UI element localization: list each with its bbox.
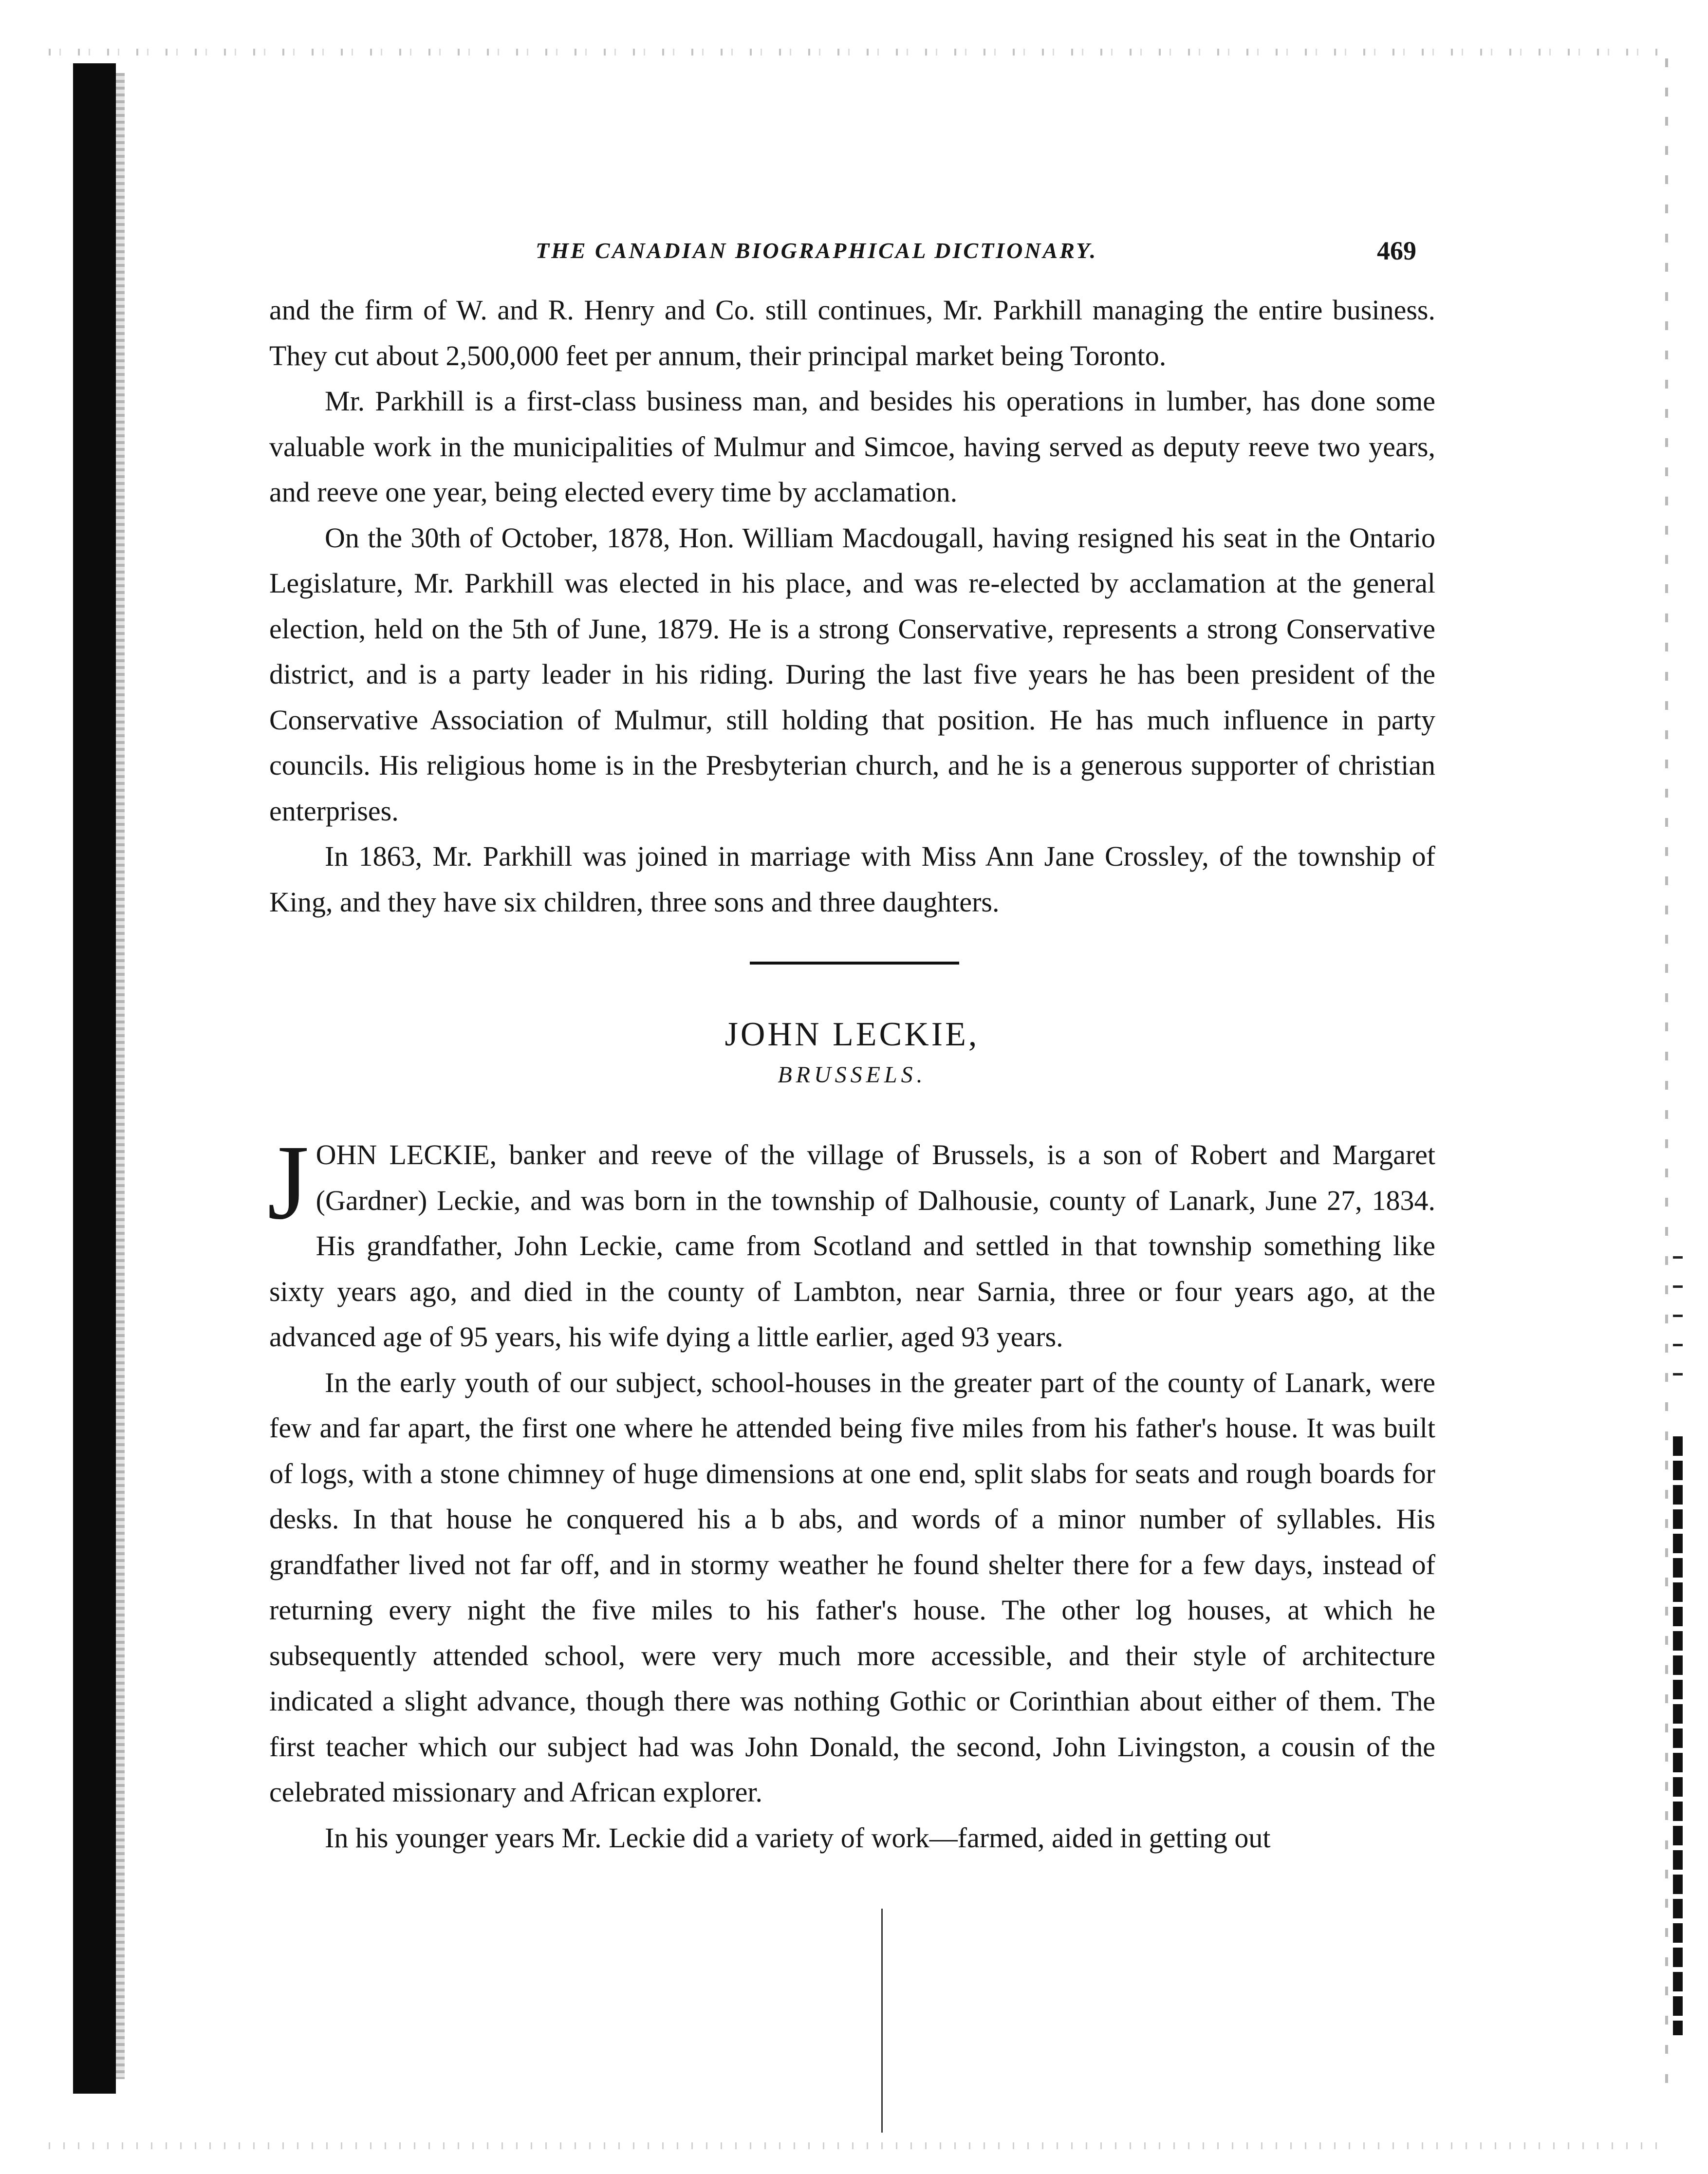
section-divider xyxy=(750,962,959,965)
scan-marks-right xyxy=(1673,1256,1683,1402)
first-paragraph xyxy=(267,1123,1435,1360)
paragraph: On the 30th of October, 1878, Hon. William Macdougall, having resigned his seat in the Ontario Legislature, Mr. Parkhill was elected in his place, and was re-elected by acclamation at the general election, held on the 5th of June, 1879. He is a strong Conservative, represents a strong Conservative district, and is a party leader in his riding. During the last five years he has been president of the Conservative Association of Mulmur, still holding that position. He has much influence in party councils. His religious home is in the Presbyterian church, and he is a generous supporter of christian enterprises. xyxy=(269,521,1435,827)
biography-place: BRUSSELS. xyxy=(778,1062,927,1088)
page-header xyxy=(536,238,1441,272)
paragraph: Mr. Parkhill is a first-class business man, and besides his operations in lumber, has done some valuable work in the municipalities of Mulmur and Simcoe, having served as deputy reeve two years, and reeve one year, being elected every time by acclamation. xyxy=(269,385,1435,508)
scan-edge-texture xyxy=(116,73,125,2079)
running-head: THE CANADIAN BIOGRAPHICAL DICTIONARY. xyxy=(536,238,1098,263)
biography-title: JOHN LECKIE, xyxy=(724,1016,980,1053)
continuation-text xyxy=(269,287,1435,925)
scan-noise-top xyxy=(49,49,1665,56)
drop-cap: J xyxy=(267,1123,309,1242)
scan-noise-bottom xyxy=(49,2142,1665,2149)
paragraph: In his younger years Mr. Leckie did a variety of work—farmed, aided in getting out xyxy=(325,1821,1271,1854)
paragraph: In 1863, Mr. Parkhill was joined in marriage with Miss Ann Jane Crossley, of the township of King, and they have six children, three sons and three daughters. xyxy=(269,840,1435,918)
biography-text xyxy=(267,1123,1435,1860)
first-paragraph-text: OHN LECKIE, banker and reeve of the village of Brussels, is a son of Robert and Margaret (Gardner) Leckie, and was born in the township of Dalhousie, county of Lanark, June 27, 1834. His grandfather, John Leckie, came from Scotland and settled in that township something like sixty years ago, and died in the county of Lambton, near Sarnia, three or four years ago, at the advanced age of 95 years, his wife dying a little earlier, aged 93 years. xyxy=(269,1139,1435,1353)
scan-artifact-line xyxy=(881,1909,883,2133)
paragraph: and the firm of W. and R. Henry and Co. still continues, Mr. Parkhill managing the entire business. They cut about 2,500,000 feet per annum, their principal market being Toronto. xyxy=(269,294,1435,372)
book-spine-shadow xyxy=(73,63,116,2094)
scan-bars-right xyxy=(1673,1436,1683,2035)
paragraph: In the early youth of our subject, school-houses in the greater part of the county of Lanark, were few and far apart, the first one where he attended being five miles from his father's house. It was built of logs, with a stone chimney of huge dimensions at one end, split slabs for seats and rough boards for desks. In that house he conquered his a b abs, and words of a minor number of syllables. His grandfather lived not far off, and in stormy weather he found shelter there for a few days, instead of returning every night the five miles to his father's house. The other log houses, at which he subsequently attended school, were very much more accessible, and their style of architecture indicated a slight advance, though there was nothing Gothic or Corinthian about either of them. The first teacher which our subject had was John Donald, the second, John Livingston, a cousin of the celebrated missionary and African explorer. xyxy=(269,1366,1435,1808)
page-number: 469 xyxy=(1377,236,1416,265)
page-edge-right xyxy=(1665,58,1668,2103)
